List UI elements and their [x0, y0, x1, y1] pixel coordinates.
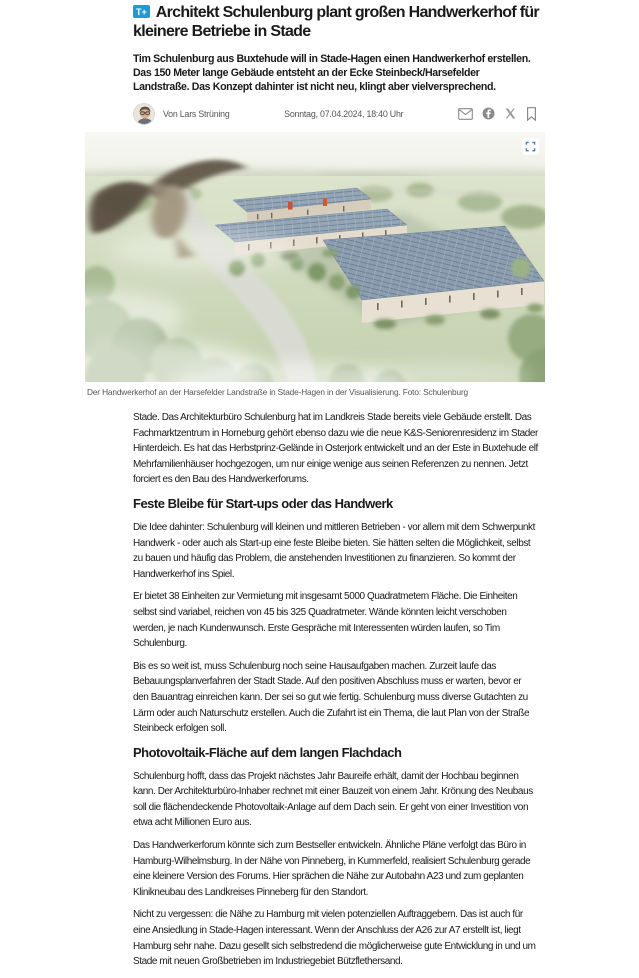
share-bar	[458, 107, 537, 121]
paragraph: Bis es so weit ist, muss Schulenburg noch seine Hausaufgaben machen. Zurzeit laufe das Bebauungsplanverfahren der Stadt Stade. Auf den positiven Abschluss muss er warten, bevor er den Bauantrag einreichen kann. Der sei so gut wie fertig. Schulenburg muss diverse Gutachten zu Lärm oder auch Naturschutz erstellen. Auch die Zufahrt ist ein Thema, die laut Plan von der Straße Steinbeck erfolgen soll.	[133, 660, 530, 735]
visualization-rendering	[85, 132, 545, 382]
x-icon	[504, 107, 517, 120]
facebook-icon	[482, 107, 495, 120]
expand-image-button[interactable]	[522, 138, 539, 155]
lead-paragraph: Tim Schulenburg aus Buxtehude will in Stade-Hagen einen Handwerkerhof erstellen. Das 150 Meter lange Gebäude entsteht an der Ecke Steinbeck/Harsefelder Landstraße. Das Konzept dahinter ist nicht neu, klingt aber vielversprechend.	[133, 53, 531, 93]
bookmark-icon	[526, 107, 537, 121]
facebook-share-button[interactable]	[482, 107, 495, 120]
article-body	[133, 410, 539, 970]
bookmark-button[interactable]	[526, 107, 537, 121]
article-image	[85, 132, 545, 382]
page-title	[133, 3, 541, 41]
article-page	[85, 0, 545, 970]
author-photo	[134, 104, 155, 125]
image-caption: Der Handwerkerhof an der Harsefelder Landstraße in Stade-Hagen in der Visualisierung. Foto: Schulenburg	[87, 387, 469, 397]
author-name: Von Lars Strüning	[163, 108, 230, 119]
email-share-button[interactable]	[458, 108, 473, 120]
section-heading-2: Photovoltaik-Fläche auf dem langen Flachdach	[133, 744, 402, 760]
x-share-button[interactable]	[504, 107, 517, 120]
paragraph: Nicht zu vergessen: die Nähe zu Hamburg mit vielen potenziellen Auftraggebern. Das ist auch für eine Ansiedlung in Stade-Hagen interessant. Wenn der Anschluss der A26 zur A7 erstellt ist, liegt Hamburg sehr nahe. Dazu gesellt sich selbstredend die möglicherweise gute Entwicklung in und um Stade mit neuen Großbetrieben im Industriegebiet Bützflethersand.	[133, 909, 536, 968]
paragraph: Er bietet 38 Einheiten zur Vermietung mit insgesamt 5000 Quadratmetern Fläche. Die Einheiten selbst sind variabel, reichen von 45 bis 325 Quadratmeter. Wände könnten leicht verschoben werden, je nach Kundenwunsch. Erste Gespräche mit Interessenten würden laufen, so Tim Schulenburg.	[133, 591, 518, 650]
avatar	[133, 103, 155, 125]
paragraph: Schulenburg hofft, dass das Projekt nächstes Jahr Baureife erhält, damit der Hochbau beginnen kann. Der Architekturbüro-Inhaber rechnet mit einer Bauzeit von einem Jahr. Krönung des Neubaus soll die flächendeckende Photovoltaik-Anlage auf dem Dach sein. Er geht von einer Investition von etwa acht Millionen Euro aus.	[133, 770, 533, 829]
section-heading-1: Feste Bleibe für Start-ups oder das Handwerk	[133, 495, 393, 511]
premium-badge: T+	[133, 5, 150, 18]
expand-icon	[525, 141, 536, 152]
email-icon	[458, 108, 473, 120]
paragraph: Stade. Das Architekturbüro Schulenburg hat im Landkreis Stade bereits viele Gebäude erstellt. Das Fachmarktzentrum in Horneburg gehört ebenso dazu wie die neue K&S-Seniorenresidenz im Stader Hinterdeich. Es hat das Herbstprinz-Gelände in Osterjork entwickelt und an der Este in Buxtehude elf Mehrfamilienhäuser hochgezogen, um nur einige wenige aus seinen Referenzen zu nennen. Jetzt forciert es den Bau des Handwerkerforums.	[133, 412, 538, 486]
publish-date: Sonntag, 07.04.2024, 18:40 Uhr	[284, 108, 404, 119]
headline-text: Architekt Schulenburg plant großen Handwerkerhof für kleinere Betriebe in Stade	[133, 4, 539, 40]
paragraph: Die Idee dahinter: Schulenburg will kleinen und mittleren Betrieben - vor allem mit dem Schwerpunkt Handwerk - oder auch als Start-up eine feste Bleibe bieten. Sie hätten selten die Möglichkeit, selbst zu bauen und häufig das Problem, die anstehenden Investitionen zu finanzieren. So kommt der Handwerkerhof ins Spiel.	[133, 521, 535, 580]
byline	[133, 102, 537, 125]
paragraph: Das Handwerkerforum könnte sich zum Bestseller entwickeln. Ähnliche Pläne verfolgt das Büro in Hamburg-Wilhelmsburg. In der Nähe von Pinneberg, in Kummerfeld, realisiert Schulenburg gerade eine kleinere Version des Forums. Hier sprächen die Nähe zur Autobahn A23 und zum geplanten Klinikneubau des Landkreises Pinneberg für den Standort.	[133, 840, 531, 898]
